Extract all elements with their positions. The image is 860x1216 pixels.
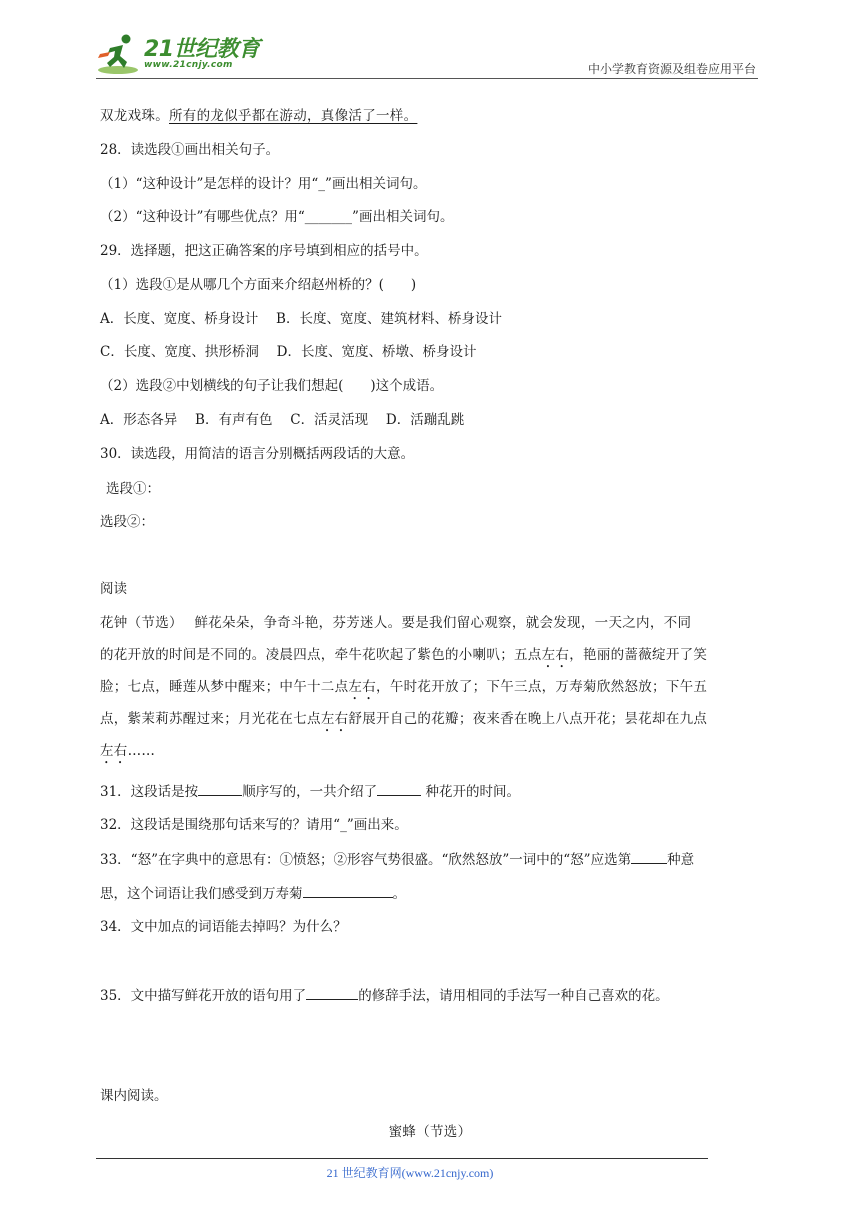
passage-title: 蜜蜂（节选） xyxy=(388,1124,472,1140)
text-span: 舒展开自己的花瓣；夜来香在晚上八点开花；昙花却在九点 xyxy=(348,711,708,727)
text-span: 脸；七点，睡莲从梦中醒来；中午十二点 xyxy=(100,679,349,695)
question-29-1-options-ab: A．长度、宽度、桥身设计 B．长度、宽度、建筑材料、桥身设计 xyxy=(100,311,502,327)
question-29-1: （1）选段①是从哪几个方面来介绍赵州桥的？( ) xyxy=(100,277,417,293)
passage-line-2 xyxy=(100,645,760,671)
text-span: 的花开放的时间是不同的。凌晨四点，牵牛花吹起了紫色的小喇叭；五点 xyxy=(100,647,542,663)
text-span: 双龙戏珠。 xyxy=(100,108,169,124)
question-29-2-options: A．形态各异 B．有声有色 C．活灵活现 D．活蹦乱跳 xyxy=(100,412,465,428)
text-span: …… xyxy=(127,743,156,759)
runner-icon xyxy=(96,32,142,76)
question-29-1-options-cd: C．长度、宽度、拱形桥洞 D．长度、宽度、桥墩、桥身设计 xyxy=(100,344,477,360)
dotted-word: 左右 xyxy=(348,679,377,695)
question-29: 29．选择题，把这正确答案的序号填到相应的括号中。 xyxy=(100,243,428,259)
answer-blank[interactable] xyxy=(377,781,421,796)
header-divider xyxy=(96,78,758,79)
dotted-word: 左右 xyxy=(320,711,349,727)
text-span: 种花开的时间。 xyxy=(421,784,520,800)
question-33-line-2 xyxy=(100,883,760,904)
question-33-line-1 xyxy=(100,849,760,870)
text-span: 思，这个词语让我们感受到万寿菊 xyxy=(100,886,303,902)
question-34: 34．文中加点的词语能去掉吗？为什么？ xyxy=(100,919,347,935)
passage-line-3 xyxy=(100,677,760,703)
section-heading-reading: 阅读 xyxy=(100,581,127,597)
text-span: 顺序写的，一共介绍了 xyxy=(242,784,378,800)
question-28-1: （1）“这种设计”是怎样的设计？用“_”画出相关词句。 xyxy=(100,176,427,192)
answer-blank[interactable] xyxy=(631,849,667,864)
text-span: ，午时花开放了；下午三点，万寿菊欣然怒放；下午五 xyxy=(376,679,708,695)
logo-wordmark: 21世纪教育 xyxy=(144,37,260,62)
footer-divider xyxy=(96,1158,708,1159)
answer-blank[interactable] xyxy=(306,985,358,1000)
dotted-word: 左右 xyxy=(541,647,570,663)
logo-url: www.21cnjy.com xyxy=(144,60,233,70)
platform-name: 中小学教育资源及组卷应用平台 xyxy=(587,62,756,76)
text-span: 35．文中描写鲜花开放的语句用了 xyxy=(100,988,307,1004)
underlined-sentence: 所有的龙似乎都在游动，真像活了一样。 xyxy=(169,108,418,124)
text-span: 种意 xyxy=(667,852,695,868)
question-32: 32．这段话是围绕那句话来写的？请用“_”画出来。 xyxy=(100,817,408,833)
answer-label-1: 选段①： xyxy=(106,481,160,497)
question-28: 28．读选段①画出相关句子。 xyxy=(100,142,280,158)
answer-blank[interactable] xyxy=(303,883,393,898)
passage-line-1: 花钟（节选） 鲜花朵朵，争奇斗艳，芬芳迷人。要是我们留心观察，就会发现，一天之内，不同 xyxy=(100,615,692,631)
passage-line-4 xyxy=(100,709,760,735)
text-span: 的修辞手法，请用相同的手法写一种自己喜欢的花。 xyxy=(358,988,669,1004)
question-28-2: （2）“这种设计”有哪些优点？用“_______”画出相关词句。 xyxy=(100,209,454,225)
site-logo xyxy=(96,30,266,78)
text-span: 33．“怒”在字典中的意思有：①愤怒；②形容气势很盛。“欣然怒放”一词中的“怒”应选第 xyxy=(100,852,632,868)
question-31 xyxy=(100,781,760,802)
dotted-word: 左右 xyxy=(100,743,128,759)
text-span: ，艳丽的蔷薇绽开了笑 xyxy=(569,647,708,663)
section-heading-kenei: 课内阅读。 xyxy=(100,1088,168,1104)
question-29-2: （2）选段②中划横线的句子让我们想起( )这个成语。 xyxy=(100,378,444,394)
text-span: 31．这段话是按 xyxy=(100,784,199,800)
passage-line-5 xyxy=(100,741,760,767)
page-header xyxy=(96,30,756,80)
question-30: 30．读选段，用简洁的语言分别概括两段话的大意。 xyxy=(100,446,415,462)
answer-label-2: 选段②： xyxy=(100,514,154,530)
text-span: 点，紫茉莉苏醒过来；月光花在七点 xyxy=(100,711,321,727)
question-35 xyxy=(100,985,760,1006)
text-line xyxy=(100,106,760,126)
footer-link[interactable]: 21 世纪教育网(www.21cnjy.com) xyxy=(326,1166,494,1180)
text-span: 。 xyxy=(392,886,406,902)
answer-blank[interactable] xyxy=(198,781,242,796)
